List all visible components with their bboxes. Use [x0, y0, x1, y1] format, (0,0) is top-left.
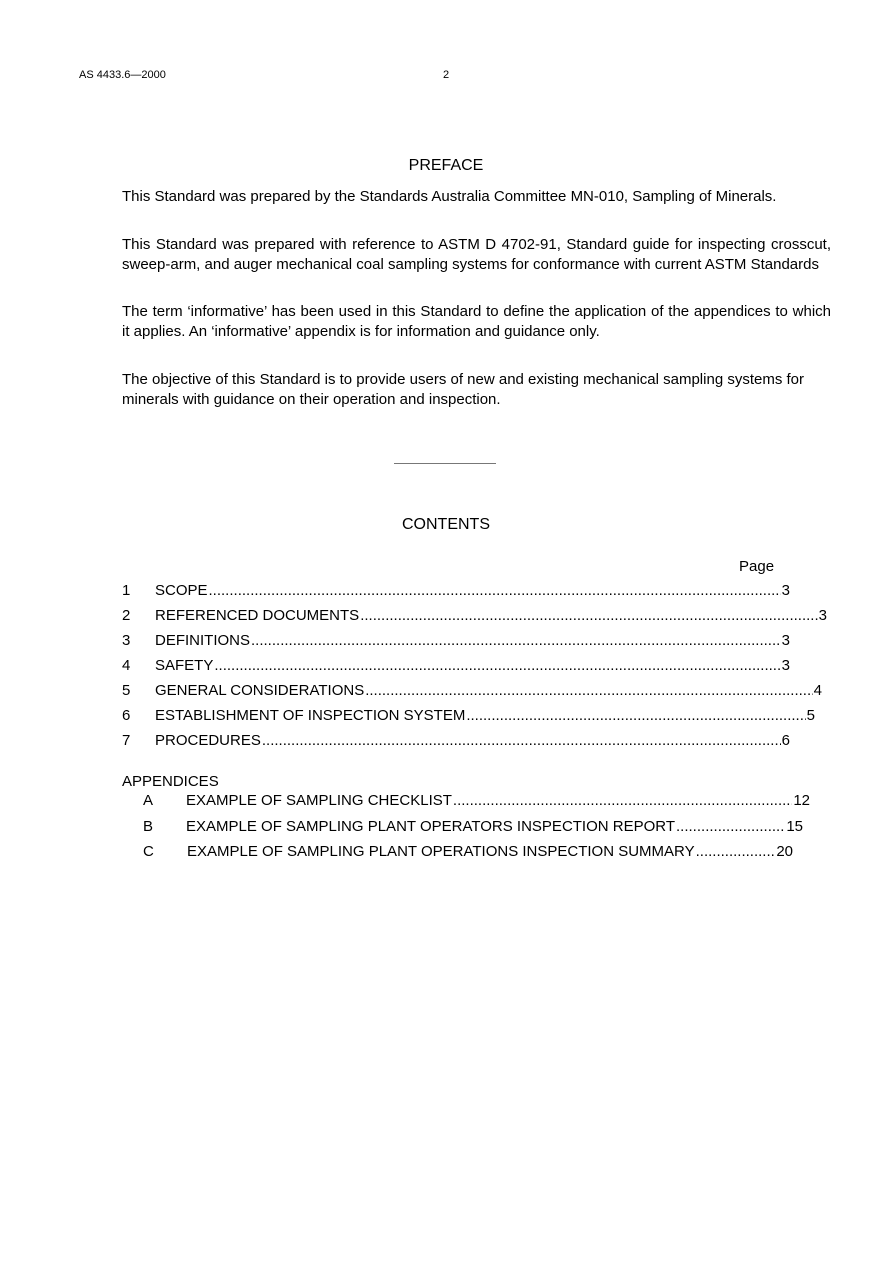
appendix-page: 15	[786, 818, 803, 835]
appendices-label: APPENDICES	[122, 773, 219, 790]
leader-dots	[466, 707, 805, 724]
appendix-letter: B	[143, 818, 154, 835]
toc-page: 4	[813, 682, 822, 699]
preface-paragraph-3: The term ‘informative’ has been used in this Standard to define the application of the appendices to which it applies. An ‘informative’ appendix is for information and guidance only.	[122, 303, 831, 340]
toc-title: PROCEDURES	[155, 732, 261, 749]
toc-page: 3	[818, 607, 827, 624]
toc-number: 4	[122, 657, 131, 674]
toc-title: ESTABLISHMENT OF INSPECTION SYSTEM	[155, 707, 466, 724]
leader-dots	[360, 607, 817, 624]
toc-number: 7	[122, 732, 131, 749]
toc-title: GENERAL CONSIDERATIONS	[155, 682, 365, 699]
toc-row[interactable]	[122, 607, 827, 627]
toc-page: 5	[806, 707, 815, 724]
appendix-page: 12	[793, 792, 810, 809]
toc-row[interactable]	[122, 632, 790, 652]
section-divider	[394, 463, 496, 464]
toc-number: 2	[122, 607, 131, 624]
contents-title: CONTENTS	[402, 516, 490, 533]
toc-title: REFERENCED DOCUMENTS	[155, 607, 360, 624]
toc-title: SAFETY	[155, 657, 214, 674]
toc-page: 3	[781, 632, 790, 649]
page-column-label: Page	[739, 558, 775, 575]
appendix-page: 20	[776, 843, 793, 860]
appendix-row[interactable]	[143, 792, 810, 812]
toc-page: 3	[781, 657, 790, 674]
toc-number: 3	[122, 632, 131, 649]
toc-row[interactable]	[122, 707, 815, 727]
toc-title: DEFINITIONS	[155, 632, 251, 649]
toc-number: 1	[122, 582, 131, 599]
toc-row[interactable]	[122, 582, 790, 602]
toc-number: 6	[122, 707, 131, 724]
leader-dots	[696, 843, 776, 860]
toc-page: 3	[781, 582, 790, 599]
preface-paragraph-4: The objective of this Standard is to provide users of new and existing mechanical sampling systems for minerals with guidance on their operation and inspection.	[122, 371, 805, 408]
appendix-title: EXAMPLE OF SAMPLING PLANT OPERATORS INSPECTION REPORT	[186, 818, 676, 835]
page-number: 2	[443, 69, 450, 81]
leader-dots	[453, 792, 792, 809]
appendix-letter: A	[143, 792, 154, 809]
document-id: AS 4433.6—2000	[79, 69, 166, 81]
preface-paragraph-2: This Standard was prepared with reference to ASTM D 4702-91, Standard guide for inspecting crosscut, sweep-arm, and auger mechanical coal sampling systems for conformance with current ASTM Standards	[122, 236, 831, 273]
toc-row[interactable]	[122, 682, 822, 702]
leader-dots	[676, 818, 785, 835]
toc-title: SCOPE	[155, 582, 208, 599]
appendix-letter: C	[143, 843, 154, 860]
toc-number: 5	[122, 682, 131, 699]
appendix-row[interactable]	[143, 818, 803, 838]
leader-dots	[251, 632, 781, 649]
leader-dots	[365, 682, 812, 699]
leader-dots	[214, 657, 780, 674]
appendix-title: EXAMPLE OF SAMPLING PLANT OPERATIONS INSPECTION SUMMARY	[187, 843, 695, 860]
leader-dots	[262, 732, 781, 749]
toc-row[interactable]	[122, 732, 790, 752]
appendix-row[interactable]	[143, 843, 793, 863]
preface-paragraph-1: This Standard was prepared by the Standards Australia Committee MN-010, Sampling of Minerals.	[122, 188, 777, 205]
preface-title: PREFACE	[408, 157, 484, 174]
appendix-title: EXAMPLE OF SAMPLING CHECKLIST	[186, 792, 452, 809]
toc-row[interactable]	[122, 657, 790, 677]
toc-page: 6	[781, 732, 790, 749]
leader-dots	[209, 582, 781, 599]
